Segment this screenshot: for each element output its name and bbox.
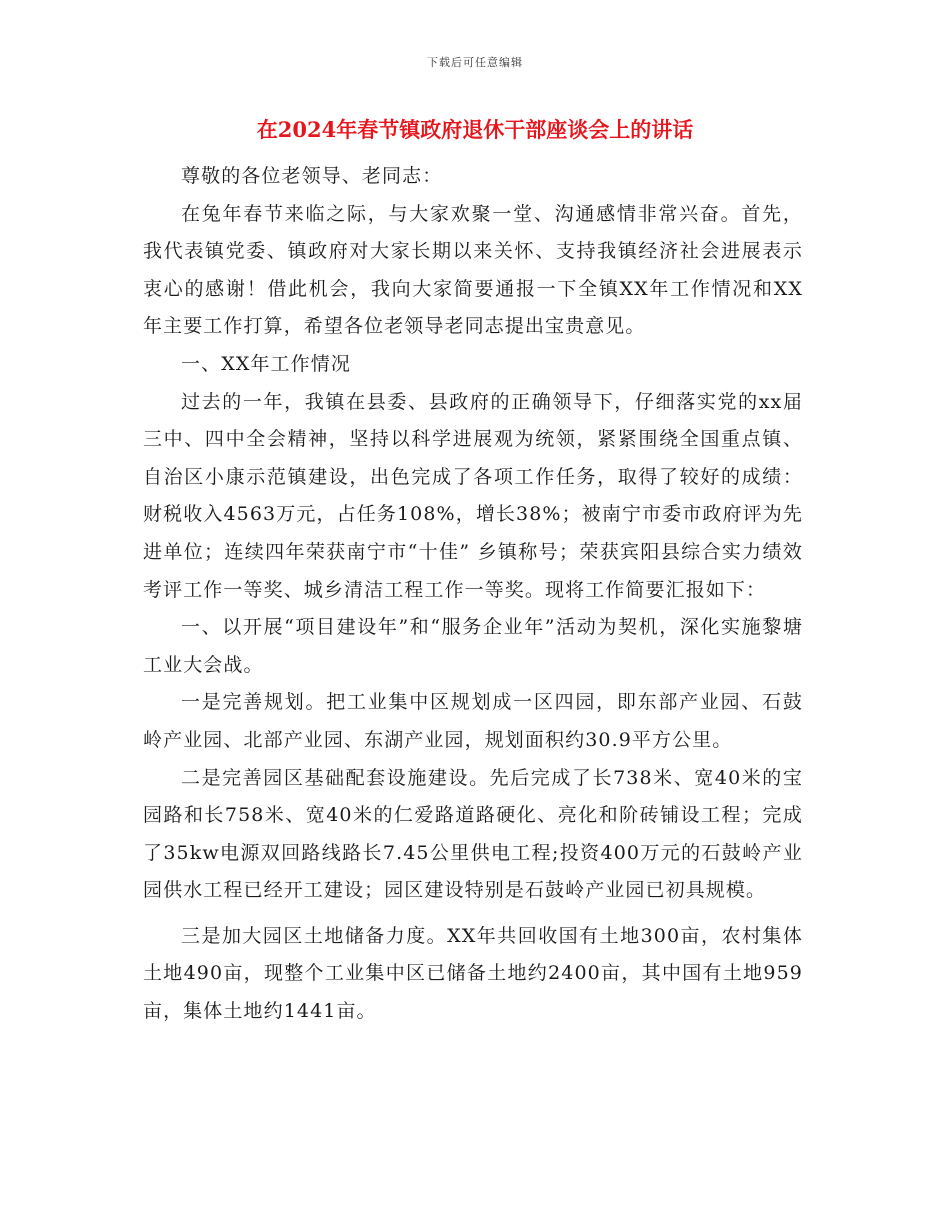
salutation-paragraph: 尊敬的各位老领导、老同志： [181, 165, 443, 187]
infrastructure-paragraph: 二是完善园区基础配套设施建设。先后完成了长738米、宽40米的宝园路和长758米、宽40米的仁爱路道路硬化、亮化和阶砖铺设工程；完成了35kw电源双回路线路长7.45公里供电工程;投资400万元的石鼓岭产业园供水工程已经开工建设；园区建设特别是石鼓岭产业园已初具规模。 [143, 766, 803, 902]
planning-paragraph: 一是完善规划。把工业集中区规划成一区四园，即东部产业园、石鼓岭产业园、北部产业园、东湖产业园，规划面积约30.9平方公里。 [143, 691, 803, 751]
header-note: 下载后可任意编辑 [427, 56, 523, 69]
subsection-heading: 一、以开展“项目建设年”和“服务企业年”活动为契机，深化实施黎塘工业大会战。 [143, 616, 803, 676]
section-heading: 一、XX年工作情况 [181, 352, 351, 375]
summary-paragraph: 过去的一年，我镇在县委、县政府的正确领导下，仔细落实党的xx届三中、四中全会精神，坚持以科学进展观为统领，紧紧围绕全国重点镇、自治区小康示范镇建设，出色完成了各项工作任务，取得了较好的成绩：财税收入4563万元，占任务108%，增长38%；被南宁市委市政府评为先进单位；连续四年荣获南宁市“十佳” 乡镇称号；荣获宾阳县综合实力绩效考评工作一等奖、城乡清洁工程工作一等奖。现将工作简要汇报如下： [143, 390, 803, 601]
land-reserve-paragraph: 三是加大园区土地储备力度。XX年共回收国有土地300亩，农村集体土地490亩，现整个工业集中区已储备土地约2400亩，其中国有土地959亩，集体土地约1441亩。 [143, 924, 803, 1023]
document-title: 在2024年春节镇政府退休干部座谈会上的讲话 [256, 117, 694, 142]
document-body [143, 158, 803, 1031]
intro-paragraph: 在兔年春节来临之际，与大家欢聚一堂、沟通感情非常兴奋。首先，我代表镇党委、镇政府对大家长期以来关怀、支持我镇经济社会进展表示衷心的感谢！借此机会，我向大家简要通报一下全镇XX年工作情况和XX年主要工作打算，希望各位老领导老同志提出宝贵意见。 [143, 202, 803, 338]
